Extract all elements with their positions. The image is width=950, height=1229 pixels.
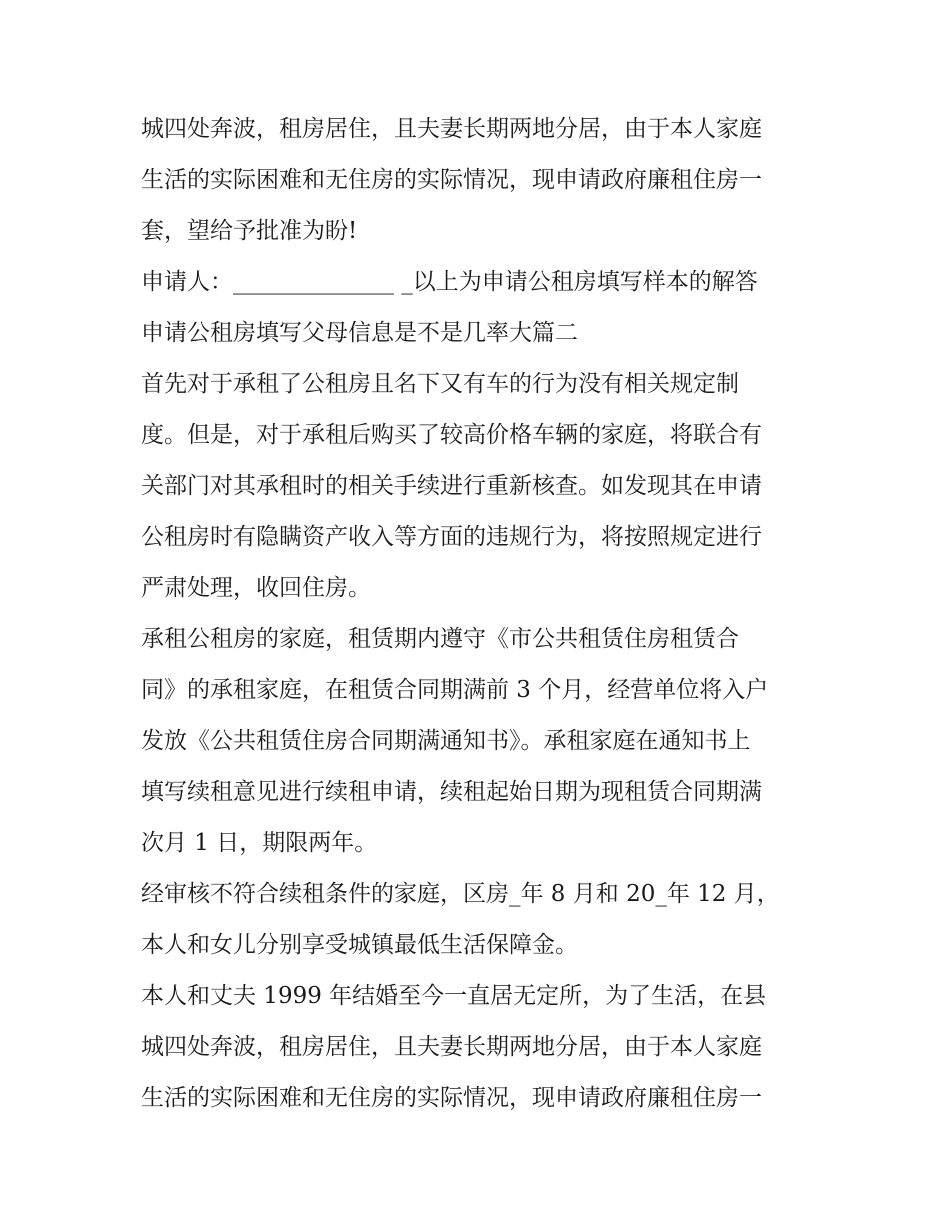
text-line: 生活的实际困难和无住房的实际情况，现申请政府廉租住房一 bbox=[141, 1085, 762, 1111]
text-line: 套，望给予批准为盼! bbox=[141, 218, 358, 244]
text-line: 公租房时有隐瞒资产收入等方面的违规行为，将按照规定进行 bbox=[141, 524, 762, 550]
text-line: 生活的实际困难和无住房的实际情况，现申请政府廉租住房一 bbox=[141, 167, 762, 193]
text-line: 同》的承租家庭，在租赁合同期满前 3 个月，经营单位将入户 bbox=[141, 677, 769, 703]
text-line: 本人和女儿分别享受城镇最低生活保障金。 bbox=[141, 932, 578, 958]
text-line: 城四处奔波，租房居住，且夫妻长期两地分居，由于本人家庭 bbox=[141, 116, 762, 142]
text-line: 次月 1 日，期限两年。 bbox=[141, 830, 378, 856]
text-line: 发放《公共租赁住房合同期满通知书》。承租家庭在通知书上 bbox=[141, 728, 751, 754]
text-line: 经审核不符合续租条件的家庭，区房_年 8 月和 20_年 12 月， bbox=[141, 881, 780, 907]
text-line: 填写续租意见进行续租申请，续租起始日期为现租赁合同期满 bbox=[141, 779, 762, 805]
text-line: 本人和丈夫 1999 年结婚至今一直居无定所，为了生活，在县 bbox=[141, 983, 767, 1009]
section-heading: 申请公租房填写父母信息是不是几率大篇二 bbox=[141, 320, 578, 346]
text-line: 城四处奔波，租房居住，且夫妻长期两地分居，由于本人家庭 bbox=[141, 1034, 762, 1060]
text-line: 严肃处理，收回住房。 bbox=[141, 575, 371, 601]
applicant-line: 申请人：______________ _以上为申请公租房填写样本的解答 bbox=[141, 269, 758, 295]
body-text bbox=[141, 104, 813, 1124]
text-line: 承租公租房的家庭，租赁期内遵守《市公共租赁住房租赁合 bbox=[141, 626, 739, 652]
text-line: 度。但是，对于承租后购买了较高价格车辆的家庭，将联合有 bbox=[141, 422, 762, 448]
text-line: 关部门对其承租时的相关手续进行重新核查。如发现其在申请 bbox=[141, 473, 762, 499]
text-line: 首先对于承租了公租房且名下又有车的行为没有相关规定制 bbox=[141, 371, 739, 397]
